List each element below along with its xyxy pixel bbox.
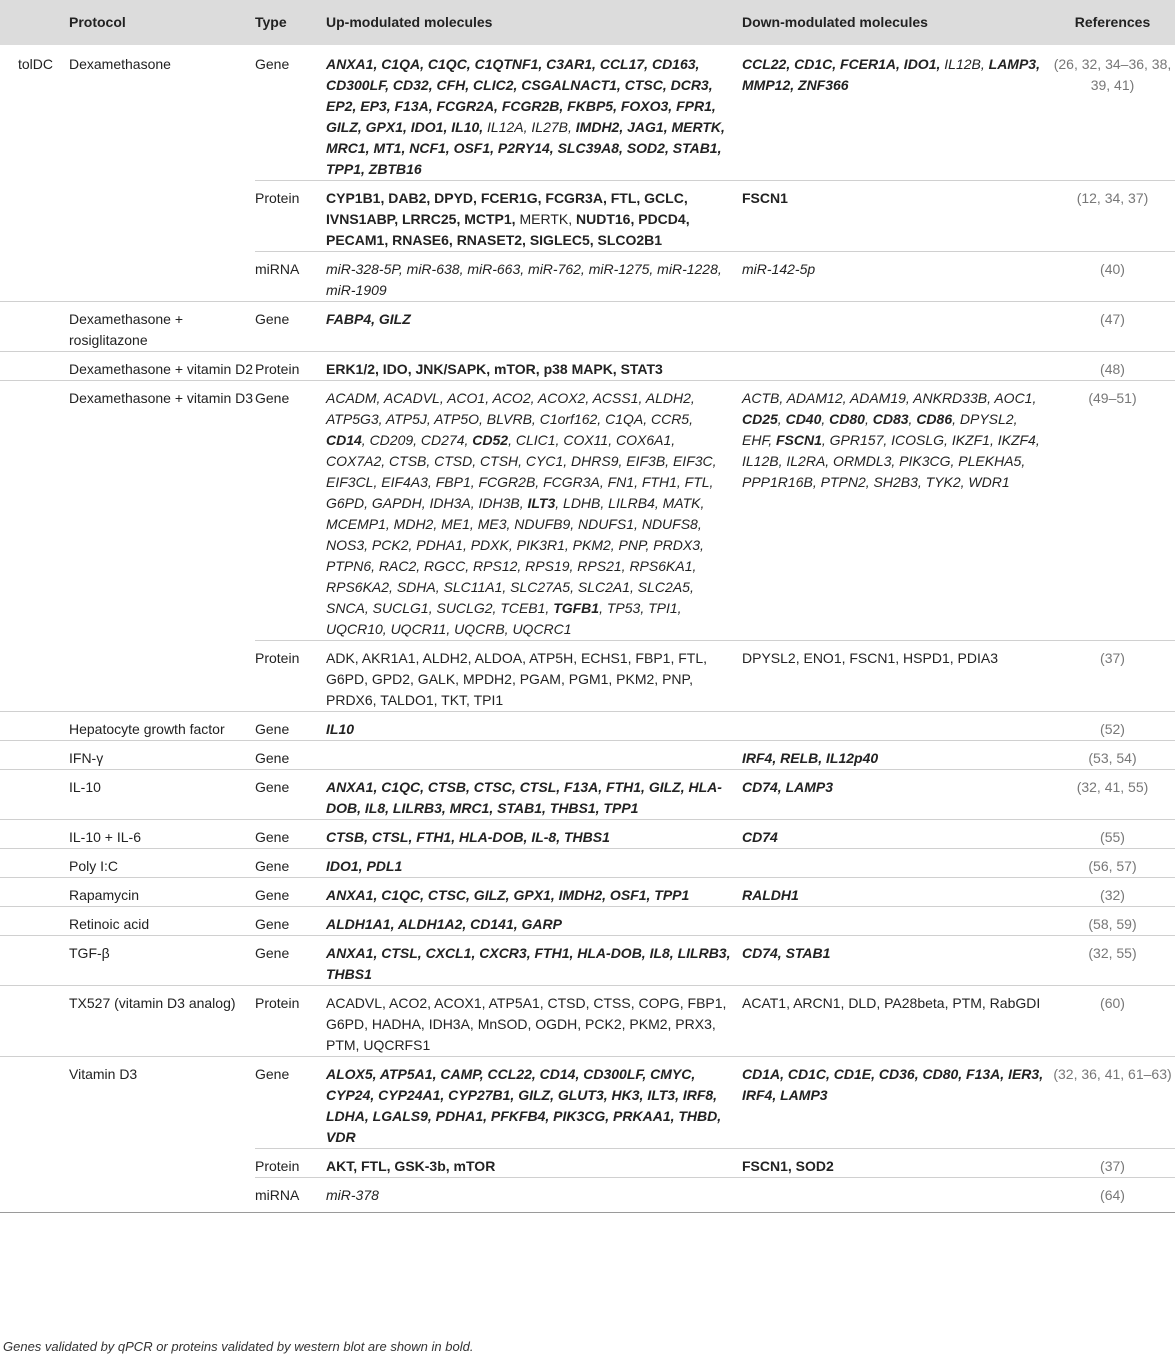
cell-group — [0, 986, 69, 1057]
table-body — [0, 45, 1175, 1213]
cell-type: Gene — [255, 712, 326, 741]
molecule-run: IRF4, RELB, IL12p40 — [742, 750, 879, 766]
cell-group — [0, 907, 69, 936]
cell-group — [0, 1149, 69, 1178]
table-row — [0, 1178, 1175, 1213]
molecule-run: , TP53, TPI1, UQCR10, UQCR11, UQCRB, UQCRC1 — [326, 600, 682, 637]
cell-protocol: IFN-γ — [69, 741, 255, 770]
cell-up-modulated — [326, 641, 742, 712]
molecule-run: , — [908, 411, 917, 427]
table-header-row — [0, 0, 1175, 45]
cell-reference: (52) — [1050, 712, 1175, 741]
cell-up-modulated — [326, 302, 742, 352]
header-down-modulated: Down-modulated molecules — [742, 0, 1050, 45]
cell-reference: (32) — [1050, 878, 1175, 907]
cell-down-modulated — [742, 45, 1050, 181]
cell-up-modulated — [326, 936, 742, 986]
molecule-run: CD52 — [472, 432, 509, 448]
cell-group — [0, 381, 69, 641]
table-row — [0, 712, 1175, 741]
molecule-run: LAMP3, MMP12, ZNF366 — [742, 56, 1040, 93]
molecule-run: CCL22, CD1C, FCER1A, IDO1, — [742, 56, 945, 72]
cell-up-modulated — [326, 1149, 742, 1178]
cell-type: Protein — [255, 641, 326, 712]
cell-protocol: Hepatocyte growth factor — [69, 712, 255, 741]
cell-down-modulated — [742, 986, 1050, 1057]
table-row — [0, 770, 1175, 820]
cell-up-modulated — [326, 1178, 742, 1213]
molecule-run: TGFB1 — [553, 600, 600, 616]
cell-reference: (37) — [1050, 641, 1175, 712]
cell-group — [0, 252, 69, 302]
molecule-run: , — [821, 411, 830, 427]
cell-reference: (56, 57) — [1050, 849, 1175, 878]
table-row — [0, 45, 1175, 181]
cell-up-modulated — [326, 878, 742, 907]
cell-up-modulated — [326, 770, 742, 820]
molecule-run: , LDHB, LILRB4, MATK, MCEMP1, MDH2, ME1, ME3, NDUFB9, NDUFS1, NDUFS8, NOS3, PCK2, PDHA1, PDXK, PIK3R1, PKM2, PNP, PRDX3, PTPN6, RAC2, RGCC, RPS12, RPS19, RPS21, RPS6KA1, RPS6KA2, SDHA, SLC11A1, SLC27A5, SLC2A1, SLC2A5, SNCA, SUCLG1, SUCLG2, TCEB1, — [326, 495, 705, 616]
cell-up-modulated — [326, 352, 742, 381]
table-row — [0, 936, 1175, 986]
cell-group — [0, 936, 69, 986]
cell-down-modulated — [742, 1178, 1050, 1213]
cell-group — [0, 820, 69, 849]
molecule-run: ANXA1, CTSL, CXCL1, CXCR3, FTH1, HLA-DOB, IL8, LILRB3, THBS1 — [326, 945, 731, 982]
cell-reference: (58, 59) — [1050, 907, 1175, 936]
molecule-run: IMDH2, JAG1, MERTK, MRC1, MT1, NCF1, OSF1, P2RY14, SLC39A8, SOD2, STAB1, TPP1, ZBTB16 — [326, 119, 725, 177]
cell-group — [0, 1057, 69, 1149]
cell-group — [0, 181, 69, 252]
cell-down-modulated — [742, 302, 1050, 352]
cell-down-modulated — [742, 641, 1050, 712]
molecule-run: CD14 — [326, 432, 362, 448]
cell-protocol: TX527 (vitamin D3 analog) — [69, 986, 255, 1057]
cell-type: miRNA — [255, 1178, 326, 1213]
cell-up-modulated — [326, 1057, 742, 1149]
molecule-run: DPYSL2, ENO1, FSCN1, HSPD1, PDIA3 — [742, 650, 998, 666]
molecule-run: , — [777, 411, 786, 427]
table-row — [0, 820, 1175, 849]
molecule-run: CYP1B1, DAB2, DPYD, FCER1G, FCGR3A, FTL, GCLC, IVNS1ABP, LRRC25, MCTP1, — [326, 190, 688, 227]
molecule-run: CD1A, CD1C, CD1E, CD36, CD80, F13A, IER3, IRF4, LAMP3 — [742, 1066, 1044, 1103]
cell-up-modulated — [326, 986, 742, 1057]
cell-type: Gene — [255, 936, 326, 986]
cell-group — [0, 641, 69, 712]
cell-down-modulated — [742, 907, 1050, 936]
table-row — [0, 907, 1175, 936]
molecule-run: , GPR157, ICOSLG, IKZF1, IKZF4, IL12B, IL2RA, ORMDL3, PIK3CG, PLEKHA5, PPP1R16B, PTPN2, SH2B3, TYK2, WDR1 — [742, 432, 1040, 490]
cell-protocol: Rapamycin — [69, 878, 255, 907]
cell-reference: (37) — [1050, 1149, 1175, 1178]
molecule-run: , CD209, CD274, — [361, 432, 473, 448]
cell-protocol — [69, 641, 255, 712]
molecule-run: ADK, AKR1A1, ALDH2, ALDOA, ATP5H, ECHS1, FBP1, FTL, G6PD, GPD2, GALK, MPDH2, PGAM, PGM1, PKM2, PNP, PRDX6, TALDO1, TKT, TPI1 — [326, 650, 708, 708]
molecule-run: ANXA1, C1QA, C1QC, C1QTNF1, C3AR1, CCL17, CD163, CD300LF, CD32, CFH, CLIC2, CSGALNACT1, CTSC, DCR3, EP2, EP3, F13A, FCGR2A, FCGR2B, FKBP5, FOXO3, FPR1, GILZ, GPX1, IDO1, IL10, — [326, 56, 716, 135]
molecule-run: IDO1, PDL1 — [326, 858, 403, 874]
molecule-run: CD25 — [742, 411, 778, 427]
table-row — [0, 1057, 1175, 1149]
table-row — [0, 641, 1175, 712]
cell-type: Gene — [255, 907, 326, 936]
table-row — [0, 381, 1175, 641]
molecule-run: ANXA1, C1QC, CTSB, CTSC, CTSL, F13A, FTH1, GILZ, HLA-DOB, IL8, LILRB3, MRC1, STAB1, THBS1, TPP1 — [326, 779, 722, 816]
molecule-run: , DPYSL2, EHF, — [742, 411, 1018, 448]
cell-down-modulated — [742, 878, 1050, 907]
cell-group — [0, 1178, 69, 1213]
molecule-run: miR-378 — [326, 1187, 379, 1203]
cell-group — [0, 849, 69, 878]
table-row — [0, 741, 1175, 770]
molecule-run: RALDH1 — [742, 887, 799, 903]
molecule-run: FABP4, GILZ — [326, 311, 411, 327]
cell-group — [0, 770, 69, 820]
cell-down-modulated — [742, 1149, 1050, 1178]
cell-protocol: Retinoic acid — [69, 907, 255, 936]
table-row — [0, 252, 1175, 302]
molecule-run: AKT, FTL, GSK-3b, mTOR — [326, 1158, 496, 1174]
molecule-run: CD83 — [872, 411, 909, 427]
cell-reference: (48) — [1050, 352, 1175, 381]
molecule-run: IL10 — [326, 721, 355, 737]
molecule-run: CD80 — [829, 411, 865, 427]
cell-group — [0, 352, 69, 381]
cell-type: Protein — [255, 986, 326, 1057]
cell-group: tolDC — [18, 56, 54, 72]
cell-type: Gene — [255, 770, 326, 820]
cell-protocol: TGF-β — [69, 936, 255, 986]
cell-reference: (40) — [1050, 252, 1175, 302]
molecule-run: ACADVL, ACO2, ACOX1, ATP5A1, CTSD, CTSS, COPG, FBP1, G6PD, HADHA, IDH3A, MnSOD, OGDH, PCK2, PKM2, PRX3, PTM, UQCRFS1 — [326, 995, 727, 1053]
molecule-run: miR-142-5p — [742, 261, 816, 277]
cell-reference: (12, 34, 37) — [1050, 181, 1175, 252]
cell-reference: (26, 32, 34–36, 38, 39, 41) — [1053, 56, 1172, 93]
cell-protocol: Dexamethasone + vitamin D3 — [69, 381, 255, 641]
cell-type: miRNA — [255, 252, 326, 302]
cell-down-modulated — [742, 741, 1050, 770]
molecule-run: ERK1/2, IDO, JNK/SAPK, mTOR, p38 MAPK, STAT3 — [326, 361, 663, 377]
molecule-run: , — [864, 411, 873, 427]
cell-group — [0, 302, 69, 352]
cell-up-modulated — [326, 820, 742, 849]
cell-up-modulated — [326, 712, 742, 741]
molecule-run: ANXA1, C1QC, CTSC, GILZ, GPX1, IMDH2, OSF1, TPP1 — [326, 887, 690, 903]
molecule-run: ACAT1, ARCN1, DLD, PA28beta, PTM, RabGDI — [742, 995, 1041, 1011]
header-up-modulated: Up-modulated molecules — [326, 0, 742, 45]
cell-protocol: IL-10 — [69, 770, 255, 820]
cell-reference: (49–51) — [1050, 381, 1175, 641]
cell-reference: (60) — [1050, 986, 1175, 1057]
cell-group — [0, 741, 69, 770]
cell-type: Protein — [255, 181, 326, 252]
cell-type: Gene — [255, 1057, 326, 1149]
cell-group — [0, 712, 69, 741]
cell-up-modulated — [326, 181, 742, 252]
cell-reference: (32, 41, 55) — [1050, 770, 1175, 820]
molecule-run: FSCN1 — [742, 190, 788, 206]
molecule-run: FSCN1, SOD2 — [742, 1158, 834, 1174]
cell-down-modulated — [742, 936, 1050, 986]
molecule-run: CTSB, CTSL, FTH1, HLA-DOB, IL-8, THBS1 — [326, 829, 610, 845]
cell-up-modulated — [326, 381, 742, 641]
cell-type: Gene — [255, 302, 326, 352]
molecule-run: CD86 — [916, 411, 953, 427]
molecule-run: , CLIC1, COX11, COX6A1, COX7A2, CTSB, CTSD, CTSH, CYC1, DHRS9, EIF3B, EIF3C, EIF3CL, EIF4A3, FBP1, FCGR2B, FCGR3A, FN1, FTH1, FTL, G6PD, GAPDH, IDH3A, IDH3B, — [326, 432, 717, 511]
cell-up-modulated — [326, 849, 742, 878]
cell-type: Gene — [255, 849, 326, 878]
molecule-run: ALDH1A1, ALDH1A2, CD141, GARP — [326, 916, 562, 932]
cell-reference: (53, 54) — [1050, 741, 1175, 770]
cell-type: Protein — [255, 352, 326, 381]
molecule-run: CD74, LAMP3 — [742, 779, 834, 795]
cell-up-modulated — [326, 741, 742, 770]
molecule-run: CD40 — [785, 411, 822, 427]
molecule-run: ILT3 — [527, 495, 556, 511]
cell-up-modulated — [326, 45, 742, 181]
cell-type: Gene — [255, 878, 326, 907]
cell-type: Gene — [255, 741, 326, 770]
header-references: References — [1050, 0, 1175, 45]
cell-protocol: Poly I:C — [69, 849, 255, 878]
cell-reference: (47) — [1050, 302, 1175, 352]
cell-reference: (32, 36, 41, 61–63) — [1050, 1057, 1175, 1149]
cell-up-modulated — [326, 907, 742, 936]
cell-down-modulated — [742, 252, 1050, 302]
molecule-run: ACTB, ADAM12, ADAM19, ANKRD33B, AOC1, — [742, 390, 1037, 406]
table-row — [0, 878, 1175, 907]
cell-protocol: Dexamethasone + vitamin D2 — [69, 352, 255, 381]
molecule-run: MERTK, — [519, 211, 576, 227]
cell-protocol — [69, 252, 255, 302]
cell-down-modulated — [742, 181, 1050, 252]
cell-reference: (32, 55) — [1050, 936, 1175, 986]
cell-down-modulated — [742, 381, 1050, 641]
cell-reference: (55) — [1050, 820, 1175, 849]
table-row — [0, 181, 1175, 252]
table-row — [0, 302, 1175, 352]
molecule-run: ACADM, ACADVL, ACO1, ACO2, ACOX2, ACSS1, ALDH2, ATP5G3, ATP5J, ATP5O, BLVRB, C1orf162, C1QA, CCR5, — [326, 390, 695, 427]
cell-down-modulated — [742, 712, 1050, 741]
cell-type: Gene — [255, 381, 326, 641]
molecule-run: ALOX5, ATP5A1, CAMP, CCL22, CD14, CD300LF, CMYC, CYP24, CYP24A1, CYP27B1, GILZ, GLUT3, HK3, ILT3, IRF8, LDHA, LGALS9, PDHA1, PFKFB4, PIK3CG, PRKAA1, THBD, VDR — [326, 1066, 722, 1145]
cell-up-modulated — [326, 252, 742, 302]
cell-group — [0, 878, 69, 907]
cell-protocol — [69, 1149, 255, 1178]
cell-protocol — [69, 1178, 255, 1213]
table-row — [0, 352, 1175, 381]
molecule-run: IL12B, — [944, 56, 989, 72]
molecule-run: CD74, STAB1 — [742, 945, 831, 961]
cell-type: Protein — [255, 1149, 326, 1178]
molecule-run: CD74 — [742, 829, 778, 845]
cell-down-modulated — [742, 352, 1050, 381]
cell-protocol: Vitamin D3 — [69, 1057, 255, 1149]
table-row — [0, 849, 1175, 878]
cell-protocol — [69, 181, 255, 252]
header-type: Type — [255, 0, 326, 45]
cell-down-modulated — [742, 820, 1050, 849]
cell-down-modulated — [742, 849, 1050, 878]
molecule-run: FSCN1 — [775, 432, 822, 448]
cell-type: Gene — [255, 820, 326, 849]
header-protocol: Protocol — [69, 0, 255, 45]
molecule-run: IL12A, IL27B, — [487, 119, 576, 135]
cell-protocol: Dexamethasone — [69, 56, 171, 72]
cell-protocol: IL-10 + IL-6 — [69, 820, 255, 849]
table-row — [0, 1149, 1175, 1178]
cell-down-modulated — [742, 770, 1050, 820]
cell-down-modulated — [742, 1057, 1050, 1149]
table-footnote: Genes validated by qPCR or proteins validated by western blot are shown in bold. — [3, 1339, 474, 1354]
table-row — [0, 986, 1175, 1057]
cell-reference: (64) — [1050, 1178, 1175, 1213]
molecule-run: miR-328-5P, miR-638, miR-663, miR-762, miR-1275, miR-1228, miR-1909 — [326, 261, 722, 298]
cell-type: Gene — [255, 56, 290, 72]
header-group — [0, 0, 69, 45]
cell-protocol: Dexamethasone + rosiglitazone — [69, 302, 255, 352]
molecule-run: NUDT16, PDCD4, PECAM1, RNASE6, RNASET2, SIGLEC5, SLCO2B1 — [326, 211, 690, 248]
